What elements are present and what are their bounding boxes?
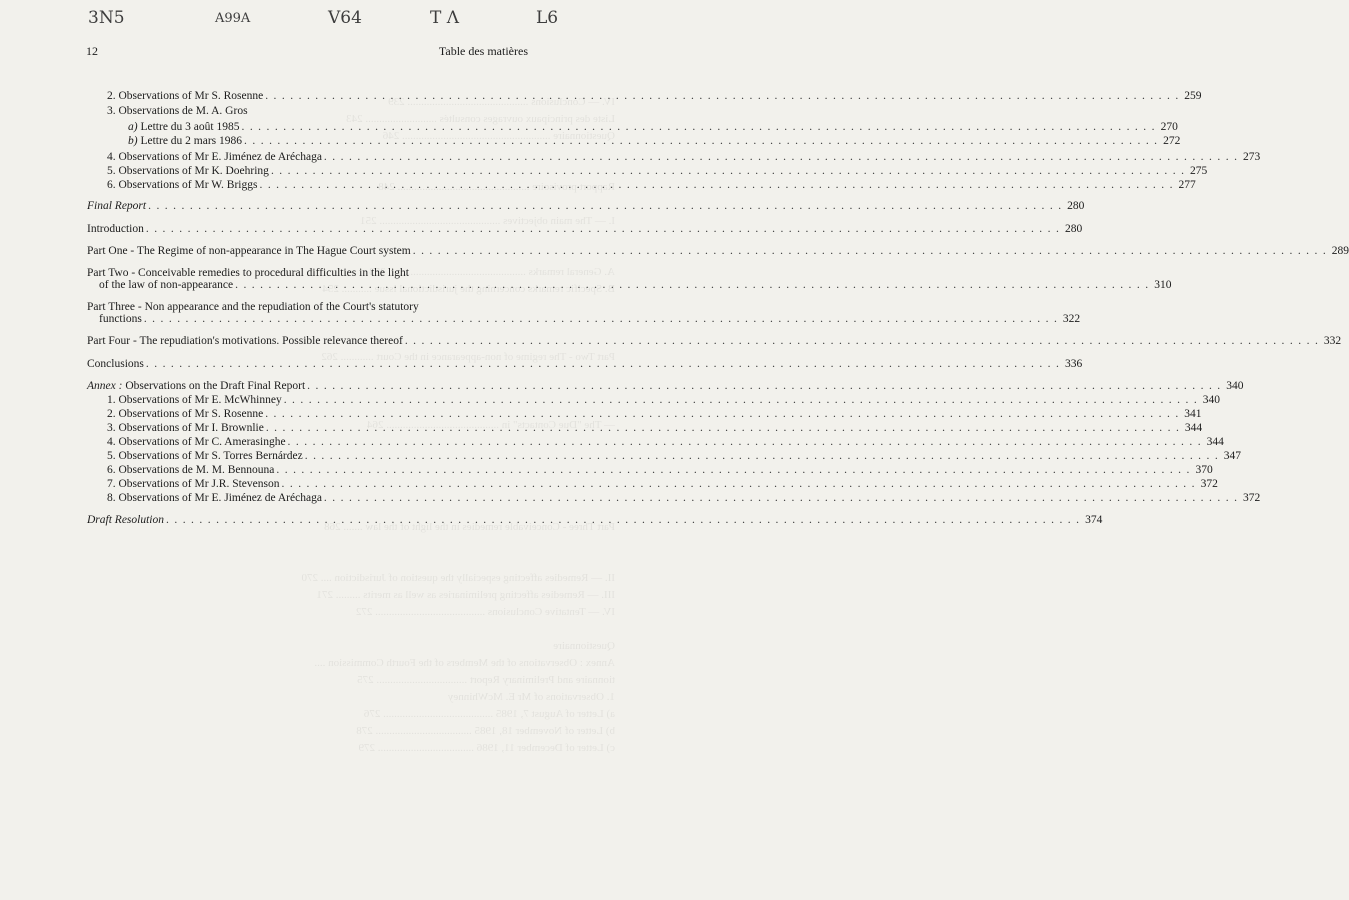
entry-label: Draft Resolution [87, 514, 164, 526]
handwritten-mark-3: V64 [328, 8, 362, 28]
toc-entry [87, 422, 1203, 434]
entry-label-cont: of the law of non-appearance [99, 279, 234, 291]
entry-label: 4. Observations of Mr E. Jiménez de Aréchaga [107, 151, 322, 163]
entry-page: 310 [1154, 279, 1172, 291]
entry-label: 8. Observations of Mr E. Jiménez de Aréchaga [107, 492, 322, 504]
toc-entry [87, 90, 1202, 102]
toc-entry [87, 464, 1213, 476]
entry-label: 7. Observations of Mr J.R. Stevenson [107, 478, 280, 490]
entry-page: 277 [1178, 179, 1196, 191]
toc-entry [87, 408, 1202, 420]
toc-entry [87, 165, 1208, 177]
entry-label: 1. Observations of Mr E. McWhinney [107, 394, 282, 406]
toc-entry [87, 301, 1081, 325]
toc-entry [87, 245, 1349, 257]
running-title: Table des matières [438, 44, 528, 58]
toc-entry [87, 267, 1172, 291]
toc-entry [87, 105, 528, 117]
entry-marker: b) [128, 135, 138, 147]
entry-page: 270 [1160, 121, 1178, 133]
toc-entry [87, 492, 1261, 504]
toc-entry [87, 223, 1083, 235]
entry-label: Part Four - The repudiation's motivations. Possible relevance thereof [87, 335, 403, 347]
entry-label: Lettre du 2 mars 1986 [137, 135, 243, 147]
entry-label: Part Two - Conceivable remedies to procedural difficulties in the light [87, 267, 409, 279]
toc-entry [87, 380, 1244, 392]
entry-label: 6. Observations de M. M. Bennouna [107, 464, 275, 476]
page-number: 12 [86, 44, 98, 58]
handwritten-mark-5: L6 [536, 8, 559, 28]
entry-marker: a) [128, 121, 138, 133]
entry-page: 273 [1243, 151, 1261, 163]
entry-page: 374 [1085, 514, 1103, 526]
entry-label: Part Three - Non appearance and the repudiation of the Court's statutory [87, 301, 419, 313]
entry-page: 340 [1226, 380, 1244, 392]
entry-label-cont: functions [99, 313, 142, 325]
entry-label: Observations on the Draft Final Report [122, 380, 306, 392]
entry-label: 5. Observations of Mr S. Torres Bernárdez [107, 450, 303, 462]
handwritten-mark-1: 3N5 [88, 8, 125, 28]
toc-entry [87, 151, 1261, 163]
entry-label: 2. Observations of Mr S. Rosenne [107, 90, 264, 102]
toc-entry [87, 179, 1196, 191]
entry-label: 3. Observations de M. A. Gros [107, 105, 248, 117]
entry-page: 344 [1206, 436, 1224, 448]
entry-label: 4. Observations of Mr C. Amerasinghe [107, 436, 286, 448]
entry-marker: Annex : [87, 380, 123, 392]
handwritten-mark-2: A99A [215, 11, 251, 26]
toc-entry [87, 200, 1085, 212]
entry-label: Conclusions [87, 358, 144, 370]
entry-label: Lettre du 3 août 1985 [137, 121, 240, 133]
entry-page: 370 [1195, 464, 1213, 476]
entry-page: 289 [1331, 245, 1349, 257]
toc-entry [87, 358, 1083, 370]
entry-page: 259 [1184, 90, 1202, 102]
entry-label: Part One - The Regime of non-appearance in The Hague Court system [87, 245, 411, 257]
entry-page: 336 [1064, 358, 1083, 370]
entry-page: 372 [1200, 478, 1218, 490]
entry-page: 372 [1243, 492, 1261, 504]
handwritten-mark-4: T Λ [430, 8, 460, 28]
entry-page: 332 [1323, 335, 1342, 347]
entry-page: 280 [1064, 223, 1083, 235]
toc-entry [87, 335, 1342, 347]
entry-page: 275 [1190, 165, 1208, 177]
entry-page: 344 [1184, 422, 1203, 434]
entry-label: 6. Observations of Mr W. Briggs [107, 179, 258, 191]
entry-page: 341 [1184, 408, 1202, 420]
entry-page: 272 [1163, 135, 1181, 147]
entry-label: 2. Observations of Mr S. Rosenne [107, 408, 264, 420]
toc-entry [87, 450, 1242, 462]
entry-page: 340 [1202, 394, 1221, 406]
toc-entry [87, 514, 1103, 526]
toc-entry [87, 478, 1218, 490]
toc-entry [87, 436, 1224, 448]
toc-entry [87, 121, 1178, 133]
entry-page: 280 [1067, 200, 1085, 212]
entry-label: 5. Observations of Mr K. Doehring [107, 165, 269, 177]
bleed-through: IV. — Conclusions ............................................ 239 Liste des principaux ouvrages consultés .......................... 243 Questionnaire ...................................................... 246 Rapport provisoire ................................................ 248 I. — The main objectives ............................................ 251 A. General remarks .................................................. 253 B. Specific remarks concerning the jurisdictional issue ........... 254 Part Two - The regime of non-appearance in the Court ............ 262 — The "Due Contacts" in ......................................... 264 Part Three - Conceivable remedies in the light of the law ....... 268 II. — Remedies affecting especially the question of Jurisdiction .... 270 III. — Remedies affecting preliminaries as well as merits ......... 271 IV. — Tentative Conclusions ........................................ 272 Questionnaire Annex : Observations of the Members of the Fourth Commission .... tionnaire and Preliminary Report ................................. 275 1. Observations of Mr E. McWhinney a) Letter of August 7, 1985 ........................................ 276 b) Letter of November 18, 1985 ................................... 278 c) Letter of December 11, 1986 ................................... 279 [301, 96, 615, 754]
entry-label: Final Report [87, 200, 147, 212]
entry-page: 347 [1223, 450, 1242, 462]
toc-entry [87, 394, 1221, 406]
toc-entry [87, 135, 1181, 147]
entry-label: Introduction [87, 223, 144, 235]
entry-page: 322 [1062, 313, 1081, 325]
entry-label: 3. Observations of Mr I. Brownlie [107, 422, 264, 434]
